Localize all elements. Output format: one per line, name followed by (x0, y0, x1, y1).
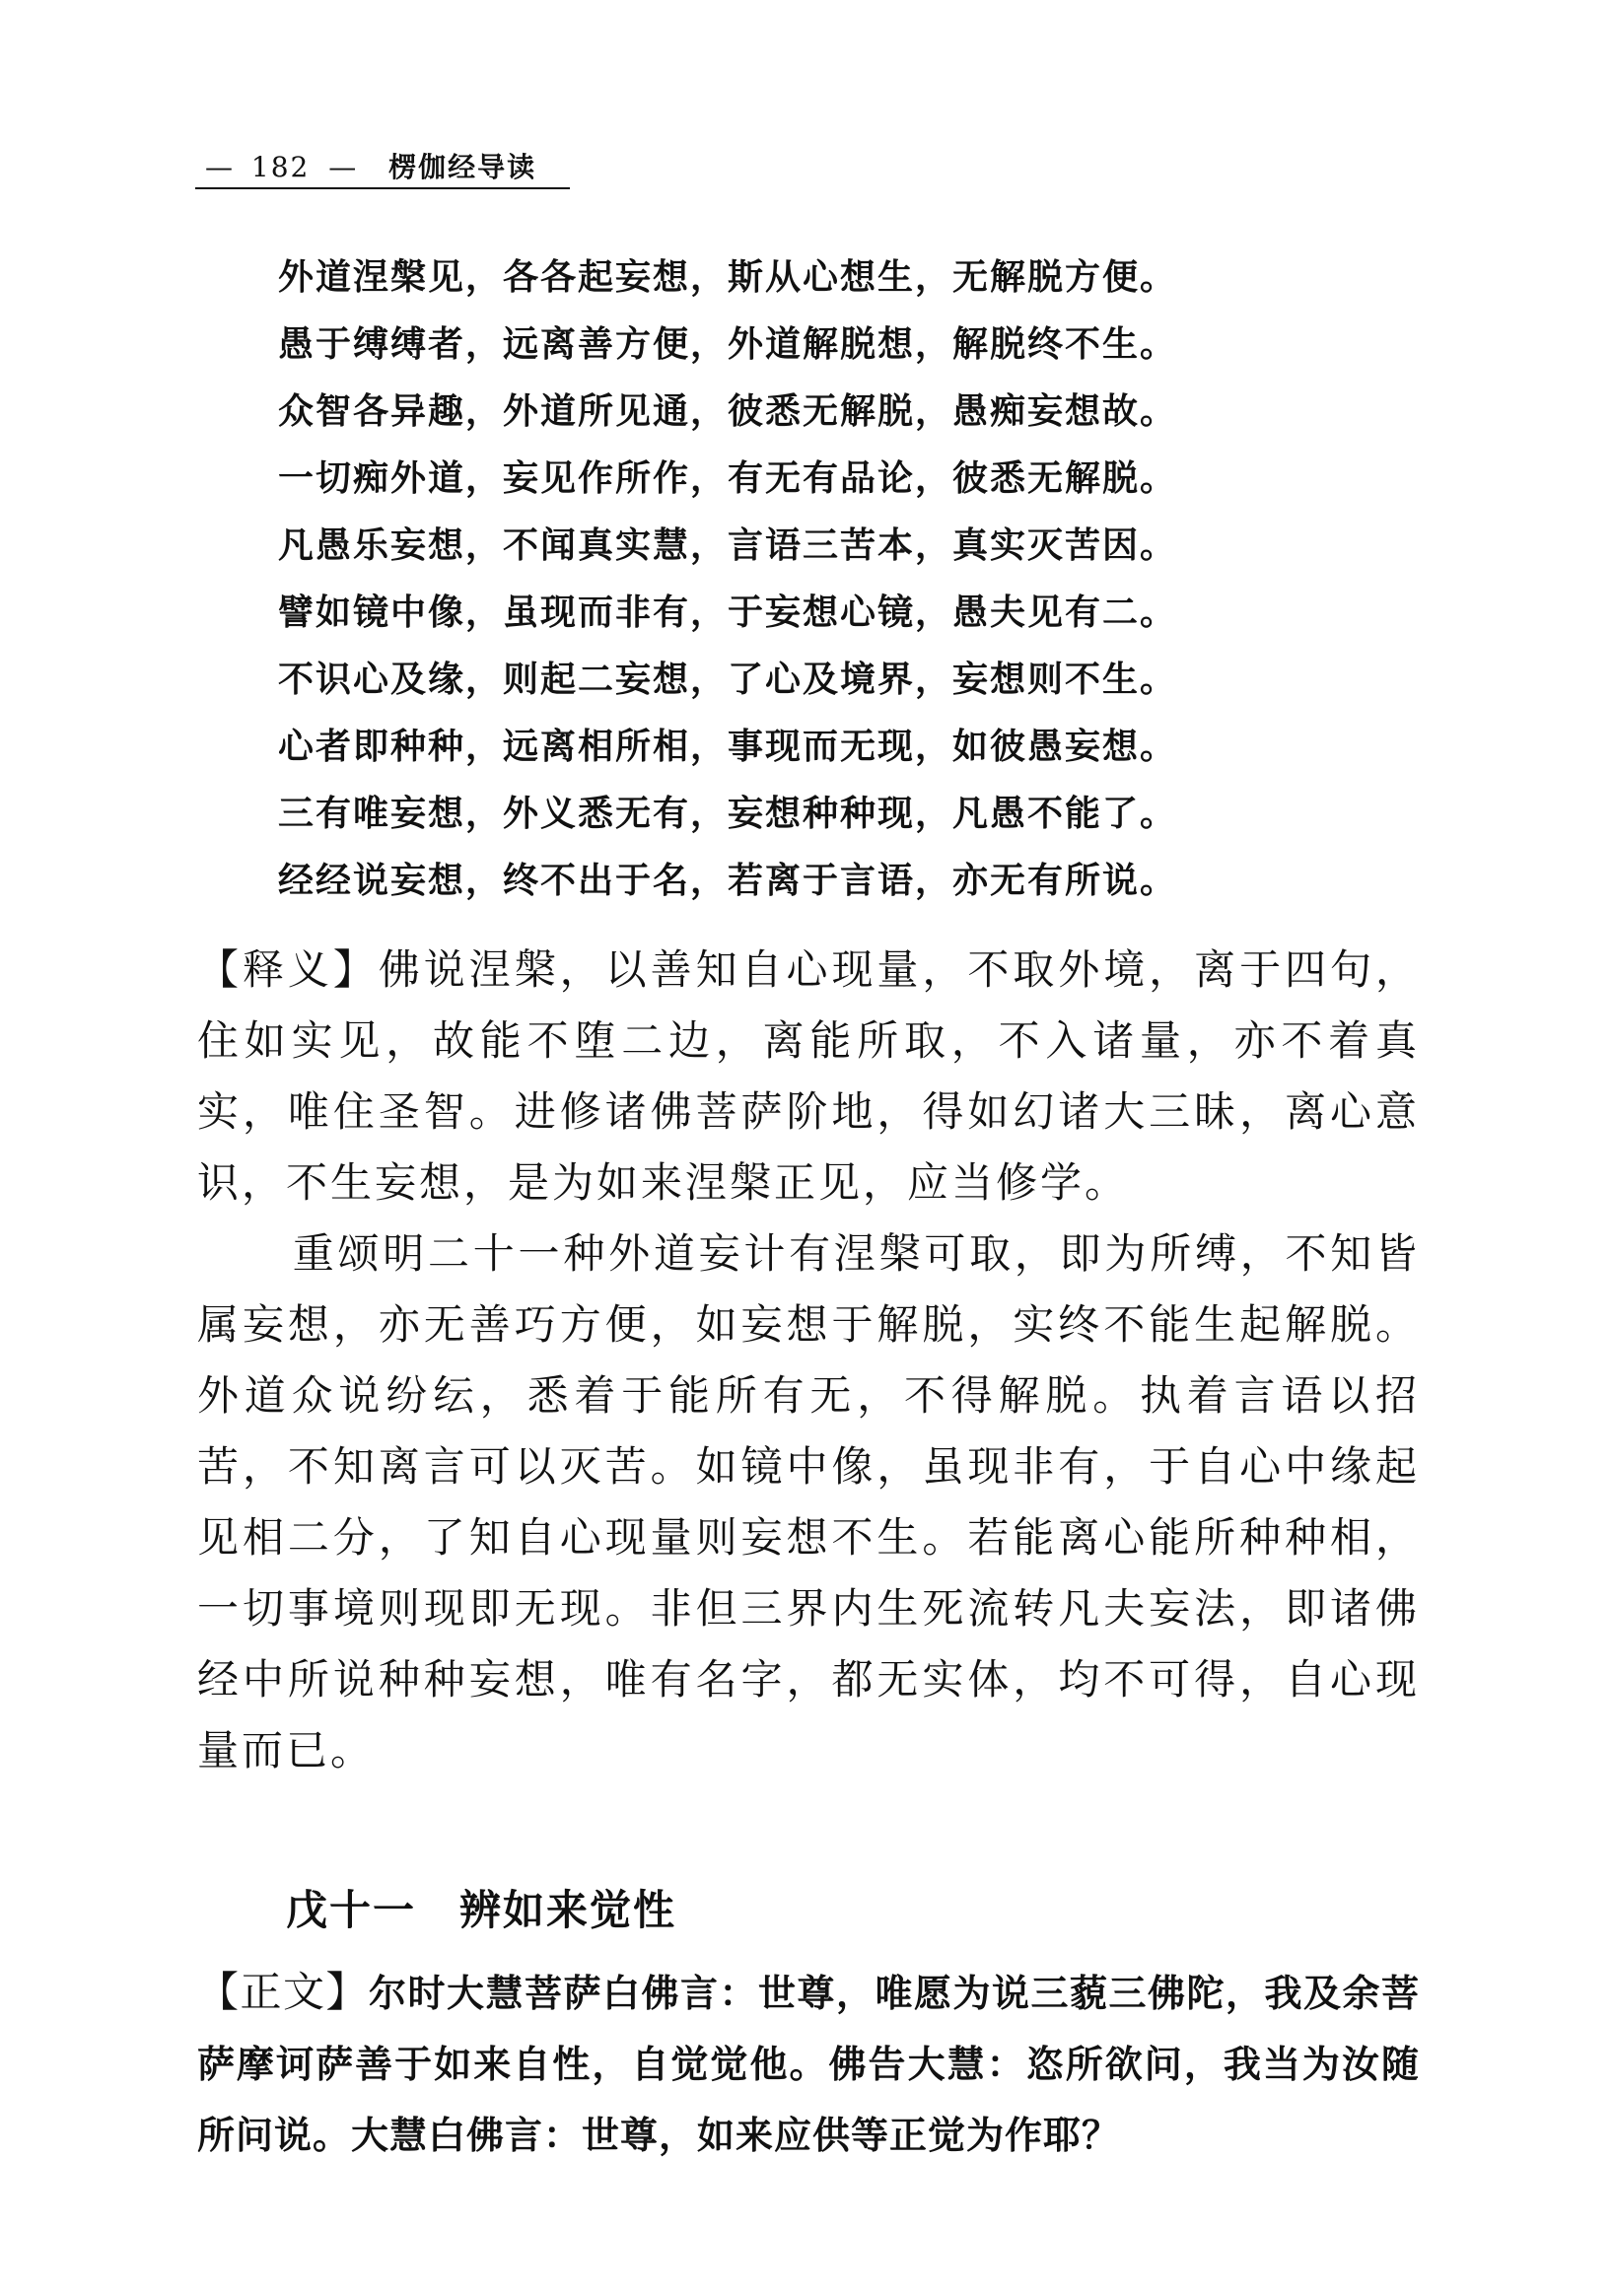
verse-line: 心者即种种，远离相所相，事现而无现，如彼愚妄想。 (278, 727, 1178, 767)
book-title: 楞伽经导读 (388, 151, 537, 183)
commentary-paragraph-2 (197, 1218, 1420, 1786)
header-dash-left: — (205, 151, 233, 183)
verse-line: 外道涅槃见，各各起妄想，斯从心想生，无解脱方便。 (278, 257, 1178, 298)
verse-line: 愚于缚缚者，远离善方便，外道解脱想，解脱终不生。 (278, 324, 1178, 365)
verse-line: 经经说妄想，终不出于名，若离于言语，亦无有所说。 (278, 861, 1178, 901)
main-text-paragraph (197, 1957, 1420, 2171)
verse-line: 三有唯妄想，外义悉无有，妄想种种现，凡愚不能了。 (278, 794, 1178, 834)
verse-line: 凡愚乐妄想，不闻真实慧，言语三苦本，真实灭苦因。 (278, 525, 1178, 566)
page-number: 182 (250, 151, 311, 183)
main-text-content: 尔时大慧菩萨白佛言：世尊，唯愿为说三藐三佛陀，我及余菩萨摩诃萨善于如来自性，自觉觉他。佛告大慧：恣所欲问，我当为汝随所问说。大慧白佛言：世尊，如来应供等正觉为作耶？ (197, 1972, 1420, 2157)
verse-line: 譬如镜中像，虽现而非有，于妄想心镜，愚夫见有二。 (278, 592, 1178, 633)
verse-line: 一切痴外道，妄见作所作，有无有品论，彼悉无解脱。 (278, 458, 1178, 499)
verse-block (278, 244, 1461, 915)
header-dash-right: — (328, 151, 357, 183)
verse-line: 不识心及缘，则起二妄想，了心及境界，妄想则不生。 (278, 660, 1178, 700)
commentary-text-1: 佛说涅槃，以善知自心现量，不取外境，离于四句，住如实见，故能不堕二边，离能所取，不入诸量，亦不着真实，唯住圣智。进修诸佛菩萨阶地，得如幻诸大三昧，离心意识，不生妄想，是为如来涅槃正见，应当修学。 (197, 945, 1420, 1207)
main-text-label: 【正文】 (197, 1968, 369, 2016)
commentary-text-2: 重颂明二十一种外道妄计有涅槃可取，即为所缚，不知皆属妄想，亦无善巧方便，如妄想于解脱，实终不能生起解脱。外道众说纷纭，悉着于能所有无，不得解脱。执着言语以招苦，不知离言可以灭苦。如镜中像，虽现非有，于自心中缘起见相二分，了知自心现量则妄想不生。若能离心能所种种相，一切事境则现即无现。非但三界内生死流转凡夫妄法，即诸佛经中所说种种妄想，唯有名字，都无实体，均不可得，自心现量而已。 (197, 1229, 1420, 1774)
page-header (195, 148, 570, 189)
section-heading (286, 1878, 676, 1937)
section-title: 辨如来觉性 (459, 1886, 677, 1934)
section-number: 戊十一 (286, 1886, 417, 1934)
verse-line: 众智各异趣，外道所见通，彼悉无解脱，愚痴妄想故。 (278, 391, 1178, 432)
commentary-paragraph-1 (197, 935, 1420, 1218)
commentary-label: 【释义】 (197, 945, 379, 994)
